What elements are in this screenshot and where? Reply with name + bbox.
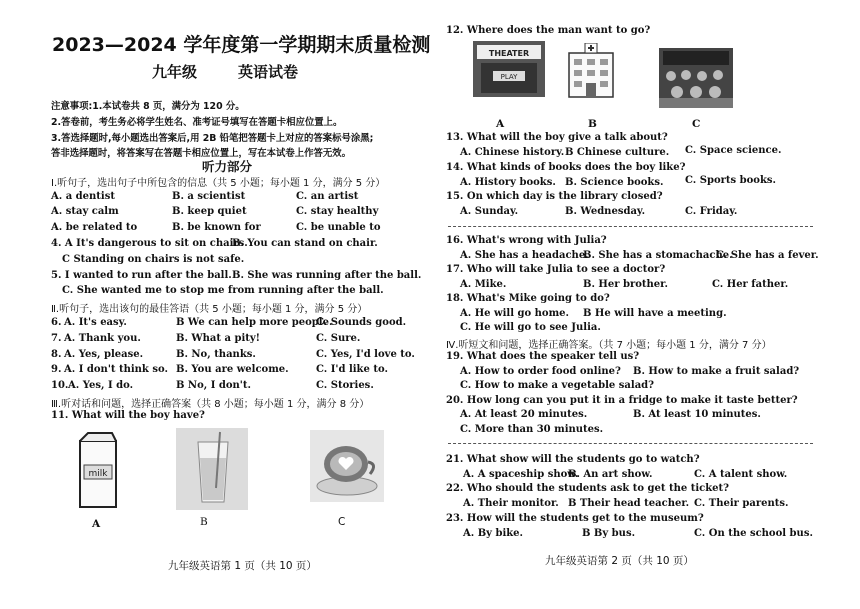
option: 7. — [51, 333, 62, 344]
option: B. An art show. — [568, 469, 653, 480]
note-line: 注意事项:1.本试卷共 8 页，满分为 120 分。 — [51, 101, 245, 112]
option: B. a scientist — [172, 191, 246, 202]
image-label: B — [588, 118, 597, 130]
option: C. On the school bus. — [694, 528, 813, 539]
option: A. a dentist — [51, 191, 115, 202]
grade-label: 九年级 — [152, 63, 198, 81]
option: A. He will go home. — [460, 308, 570, 319]
page-footer-left: 九年级英语第 1 页（共 10 页） — [168, 560, 317, 572]
question: 21. What show will the students go to watch? — [446, 454, 700, 465]
option: A. Yes, please. — [64, 349, 144, 360]
option: C. Sure. — [316, 333, 361, 344]
option: C. I'd like to. — [316, 364, 388, 375]
question: 22. Who should the students ask to get the ticket? — [446, 483, 730, 494]
option: A. stay calm — [51, 206, 119, 217]
theater-sign: THEATER — [488, 49, 530, 58]
option: C. She has a fever. — [716, 250, 819, 261]
note-line: 答非选择题时，将答案写在答题卡相应位置上，写在本试卷上作答无效。 — [51, 148, 352, 159]
option: B. keep quiet — [172, 206, 247, 217]
option: B. be known for — [172, 222, 261, 233]
option: A. At least 20 minutes. — [460, 409, 588, 420]
question: 19. What does the speaker tell us? — [446, 351, 640, 362]
question: 20. How long can you put it in a fridge to make it taste better? — [446, 395, 798, 406]
option: B. What a pity! — [176, 333, 261, 344]
option: B Chinese culture. — [565, 147, 670, 158]
note-line: 3.答选择题时,每小题选出答案后,用 2B 铅笔把答题卡上对应的答案标号涂黑; — [51, 133, 374, 144]
part4-title: Ⅳ.听短文和问题，选择正确答案。（共 7 小题；每小题 1 分，满分 7 分） — [446, 340, 772, 351]
question: 15. On which day is the library closed? — [446, 191, 663, 202]
option: C. stay healthy — [296, 206, 379, 217]
option: C. Space science. — [685, 145, 782, 156]
option: C. Their parents. — [694, 498, 789, 509]
image-label: B — [200, 516, 208, 528]
option: A. Mike. — [460, 279, 507, 290]
theater-image — [473, 41, 545, 97]
question: 17. Who will take Julia to see a doctor? — [446, 264, 666, 275]
part3-title: Ⅲ.听对话和问题，选择正确答案（共 8 小题；每小题 1 分，满分 8 分） — [51, 399, 370, 410]
option: C. Her father. — [712, 279, 789, 290]
option: C. More than 30 minutes. — [460, 424, 604, 435]
option: B. You can stand on chair. — [232, 238, 378, 249]
option: C Standing on chairs is not safe. — [62, 254, 245, 265]
option: A. It's easy. — [64, 317, 127, 328]
option: C. Sounds good. — [316, 317, 407, 328]
option: A. How to order food online? — [460, 366, 621, 377]
option: A. History books. — [460, 177, 556, 188]
question-11: 11. What will the boy have? — [51, 410, 205, 421]
play-sign: PLAY — [500, 73, 518, 81]
option: A. By bike. — [463, 528, 524, 539]
note-line: 2.答卷前，考生务必将学生姓名、准考证号填写在答题卡相应位置上。 — [51, 117, 343, 128]
image-label: C — [692, 118, 701, 130]
divider — [448, 443, 813, 444]
part2-title: Ⅱ.听句子，选出该句的最佳答语（共 5 小题；每小题 1 分，满分 5 分） — [51, 304, 368, 315]
option: 10. — [51, 380, 69, 391]
option: 9. — [51, 364, 62, 375]
option: B No, I don't. — [176, 380, 251, 391]
option: B. She was running after the ball. — [232, 270, 422, 281]
part1-title: Ⅰ.听句子，选出句子中所包含的信息（共 5 小题；每小题 1 分，满分 5 分） — [51, 178, 386, 189]
option: A. A spaceship show. — [463, 469, 579, 480]
option: C. an artist — [296, 191, 359, 202]
hospital-image — [563, 43, 619, 99]
classroom-image — [659, 48, 733, 108]
image-label: A — [92, 518, 101, 530]
question: 14. What kinds of books does the boy like? — [446, 162, 686, 173]
option: C. Friday. — [685, 206, 738, 217]
option: B. You are welcome. — [176, 364, 289, 375]
juice-glass-image — [176, 428, 248, 510]
option: B. Wednesday. — [565, 206, 646, 217]
divider — [448, 226, 813, 227]
option: C. be unable to — [296, 222, 381, 233]
option: B. At least 10 minutes. — [633, 409, 761, 420]
option: C. Yes, I'd love to. — [316, 349, 415, 360]
option: B We can help more people. — [176, 317, 333, 328]
option: C. Sports books. — [685, 175, 777, 186]
option: B. Her brother. — [583, 279, 668, 290]
option: B. No, thanks. — [176, 349, 256, 360]
coffee-cup-image — [310, 430, 384, 502]
option: B Their head teacher. — [568, 498, 690, 509]
option: A. I don't think so. — [64, 364, 168, 375]
option: A. Yes, I do. — [68, 380, 134, 391]
image-label: A — [496, 118, 505, 130]
question: 16. What's wrong with Julia? — [446, 235, 607, 246]
option: 4. A It's dangerous to sit on chairs. — [51, 238, 248, 249]
option: C. He will go to see Julia. — [460, 322, 601, 333]
milk-carton-image — [76, 431, 122, 511]
option: C. Stories. — [316, 380, 374, 391]
exam-title: 2023—2024 学年度第一学期期末质量检测 — [52, 34, 431, 56]
question: 18. What's Mike going to do? — [446, 293, 610, 304]
option: A. Their monitor. — [463, 498, 559, 509]
page-footer-right: 九年级英语第 2 页（共 10 页） — [545, 555, 694, 567]
option: 6. — [51, 317, 62, 328]
option: A. Sunday. — [460, 206, 519, 217]
option: A. Thank you. — [64, 333, 141, 344]
option: 8. — [51, 349, 62, 360]
option: B He will have a meeting. — [583, 308, 727, 319]
question-12: 12. Where does the man want to go? — [446, 25, 651, 36]
option: C. She wanted me to stop me from running after the ball. — [62, 285, 384, 296]
option: A. She has a headache. — [460, 250, 589, 261]
option: B. Science books. — [565, 177, 664, 188]
option: B By bus. — [582, 528, 636, 539]
option: 5. I wanted to run after the ball. — [51, 270, 232, 281]
question: 13. What will the boy give a talk about? — [446, 132, 668, 143]
option: C. A talent show. — [694, 469, 788, 480]
option: B. She has a stomachache. — [583, 250, 733, 261]
option: A. Chinese history. — [460, 147, 565, 158]
question: 23. How will the students get to the museum? — [446, 513, 704, 524]
subject-label: 英语试卷 — [238, 63, 299, 81]
image-label: C — [338, 516, 346, 528]
option: C. How to make a vegetable salad? — [460, 380, 655, 391]
option: A. be related to — [51, 222, 138, 233]
milk-label: milk — [88, 469, 108, 479]
section-title: 听力部分 — [202, 159, 253, 174]
option: B. How to make a fruit salad? — [633, 366, 800, 377]
